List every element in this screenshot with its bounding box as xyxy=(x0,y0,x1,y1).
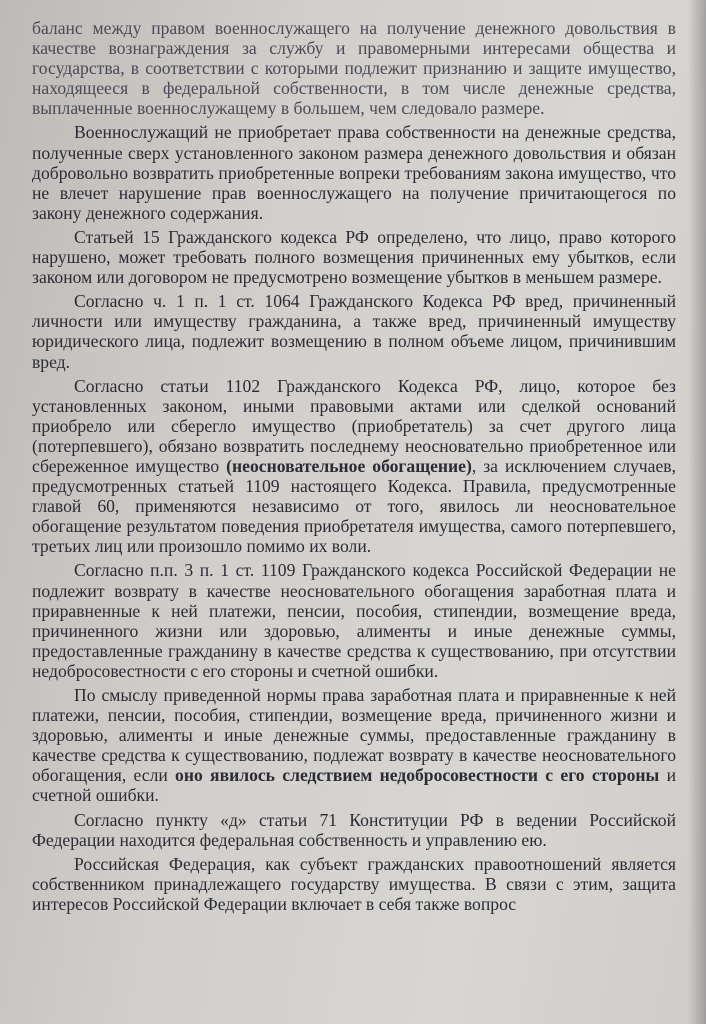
paragraph-article-1064 xyxy=(32,291,676,371)
paragraph-balance xyxy=(32,18,676,118)
paragraph-article-15 xyxy=(32,227,676,287)
paragraph-text: По смыслу приведенной нормы права заработная плата и приравненные к ней платежи, пенсии, пособия, стипендии, возмещение вреда, причиненного жизни и здоровью, алименты и иные денежные суммы, предоставленные гражданину в качестве средства к существованию, подлежат возврату в качестве неосновательного обогащения, если xyxy=(32,685,676,786)
paragraph-article-1109 xyxy=(32,560,676,681)
paragraph-norm-meaning xyxy=(32,685,676,806)
paragraph-no-ownership xyxy=(32,122,676,222)
paragraph-bold-text: (неосновательное обогащение) xyxy=(226,455,472,476)
paragraph-text: Согласно статьи 1102 Гражданского Кодекса РФ, лицо, которое без установленных законом, иными правовыми актами или сделкой оснований приобрело или сберегло имущество (приобретатель) за счет другого лица (потерпевшего), обязано возвратить последнему неосновательно приобретенное или сбереженное имущество xyxy=(32,375,676,476)
paragraph-russian-federation xyxy=(32,854,676,914)
paragraph-text: Российская Федерация, как субъект гражданских правоотношений является собственником принадлежащего государству имущества. В связи с этим, защита интересов Российской Федерации включает в себя также вопрос xyxy=(32,853,676,914)
paragraph-text: баланс между правом военнослужащего на получение денежного довольствия в качестве вознаграждения за службу и правомерными интересами общества и государства, в соответствии с которыми подлежит признанию и защите имущество, находящееся в федеральной собственности, в том числе денежные средства, выплаченные военнослужащему в большем, чем следовало размере. xyxy=(32,18,676,119)
paragraph-text: Согласно п.п. 3 п. 1 ст. 1109 Гражданского кодекса Российской Федерации не подлежит возврату в качестве неосновательного обогащения заработная плата и приравненные к ней платежи, пенсии, пособия, стипендии, возмещение вреда, причиненного жизни или здоровью, алименты и иные денежные суммы, предоставленные гражданину в качестве средства к существованию, при отсутствии недобросовестности с его стороны и счетной ошибки. xyxy=(32,560,676,681)
page-edge-shadow xyxy=(688,0,706,1024)
paragraph-bold-text: оно явилось следствием недобросовестности с его стороны xyxy=(175,765,660,786)
paragraph-text: и счетной ошибки. xyxy=(32,765,676,806)
document-body xyxy=(32,18,676,914)
paragraph-text: Согласно пункту «д» статьи 71 Конституции РФ в ведении Российской Федерации находится федеральная собственность и управлению ею. xyxy=(32,809,676,850)
paragraph-constitution-71 xyxy=(32,810,676,850)
paragraph-article-1102 xyxy=(32,376,676,557)
paragraph-text: , за исключением случаев, предусмотренных статьей 1109 настоящего Кодекса. Правила, предусмотренные главой 60, применяются независимо от того, явилось ли неосновательное обогащение результатом поведения приобретателя имущества, самого потерпевшего, третьих лиц или произошло помимо их воли. xyxy=(32,455,676,557)
paragraph-text: Военнослужащий не приобретает права собственности на денежные средства, полученные сверх установленного законом размера денежного довольствия и обязан добровольно возвратить приобретенные вопреки требованиям закона имущество, что не влечет нарушение прав военнослужащего на получение причитающегося по закону денежного содержания. xyxy=(32,122,676,223)
paragraph-text: Согласно ч. 1 п. 1 ст. 1064 Гражданского Кодекса РФ вред, причиненный личности или имуществу гражданина, а также вред, причиненный имуществу юридического лица, подлежит возмещению в полном объеме лицом, причинившим вред. xyxy=(32,291,676,372)
paragraph-text: Статьей 15 Гражданского кодекса РФ определено, что лицо, право которого нарушено, может требовать полного возмещения причиненных ему убытков, если законом или договором не предусмотрено возмещение убытков в меньшем размере. xyxy=(32,226,676,288)
